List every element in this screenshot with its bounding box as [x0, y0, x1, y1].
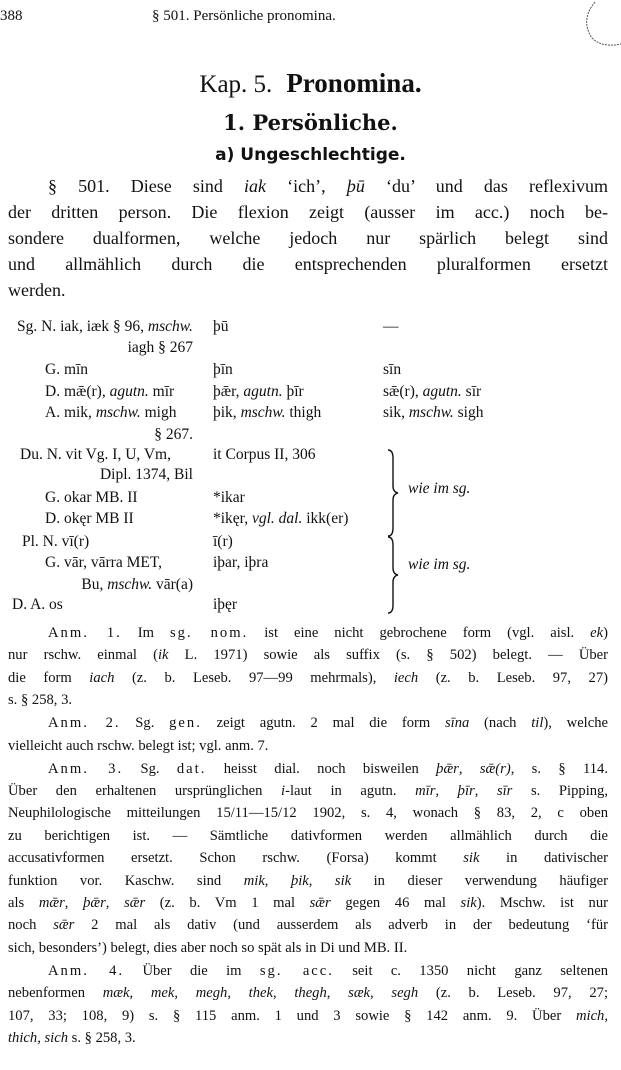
table-cell-form-1: [45, 404, 176, 422]
text-run: s. § 258, 3.: [8, 692, 73, 709]
text-run: migh: [140, 404, 177, 421]
annotation-line: [8, 873, 608, 897]
italic-word: ek: [590, 625, 604, 641]
text-run: werden.: [8, 280, 66, 300]
paragraph-line: [8, 176, 608, 200]
table-cell-form-2: [213, 383, 304, 401]
italic-word: i: [281, 783, 286, 799]
text-run: Bu,: [81, 576, 108, 593]
text-run: noch: [8, 917, 54, 934]
text-run: sondere dualformen, welche jedoch nur spärlich belegt sind: [8, 228, 608, 248]
text-run: ikk(er): [302, 510, 349, 527]
table-cell-continuation: [128, 339, 193, 357]
italic-word: sik: [463, 850, 480, 867]
text-run: nur rschw. einmal (: [8, 647, 158, 664]
italic-word: mik: [243, 872, 265, 889]
spaced-term: Anm. 2.: [48, 715, 121, 732]
italic-word: sǣr: [124, 895, 146, 911]
text-run: *ikar: [213, 489, 245, 506]
text-run: und allmählich durch die entsprechenden pluralformen ersetzt: [8, 254, 608, 274]
annotation-line: [8, 828, 608, 852]
text-run: ,: [129, 985, 151, 1002]
text-run: Im: [121, 625, 170, 641]
spaced-term: Anm. 1.: [48, 625, 122, 641]
table-cell-form-1: [45, 554, 162, 572]
text-run: D. A. os: [12, 596, 63, 613]
italic-word: mæk: [102, 985, 130, 1002]
text-run: 107, 33; 108, 9) s. § 115 anm. 1 und 3 sowie § 142 anm. 9. Über: [8, 1007, 576, 1024]
text-run: D. mǣ(r),: [45, 383, 110, 400]
text-run: ,: [326, 985, 349, 1002]
text-run: þik,: [213, 404, 241, 421]
italic-word: vgl. dal.: [251, 510, 303, 527]
table-cell-form-2: [213, 510, 348, 528]
section-heading: 1. Persönliche.: [223, 110, 398, 135]
text-run: in dieser verwendung häufiger: [351, 872, 608, 889]
text-run: iagh § 267: [127, 339, 193, 356]
text-run: ): [603, 625, 608, 641]
text-run: iþęr: [213, 596, 238, 613]
text-run: ,: [308, 872, 335, 889]
annotation-line: [8, 738, 608, 762]
table-cell-form-1: [12, 596, 63, 614]
text-run: gegen 46 mal: [330, 895, 461, 911]
table-cell-form-1: [45, 510, 134, 528]
text-run: vār(a): [152, 576, 193, 593]
table-cell-form-2: [213, 596, 237, 614]
brace-dual-icon: [384, 448, 404, 538]
text-run: (z. b. Leseb. 97, 27;: [418, 985, 608, 1002]
text-run: þǣr,: [213, 383, 244, 400]
text-run: ‘ich’,: [266, 176, 347, 196]
text-run: Dipl. 1374, Bil: [99, 466, 193, 483]
italic-word: thek: [248, 985, 273, 1002]
text-run: sich, besonders’) belegt, dies aber noch so spät als in Di und MB. II.: [8, 939, 408, 956]
page-number: 388: [0, 8, 23, 24]
italic-word: sǣ(r): [479, 760, 511, 777]
table-cell-form-2: [213, 318, 229, 336]
text-run: A. mik,: [45, 404, 96, 421]
italic-word: sik: [460, 895, 477, 911]
text-run: § 267.: [154, 426, 193, 443]
italic-word: mschw.: [408, 404, 454, 421]
table-cell-continuation: [154, 426, 193, 444]
text-run: die form: [8, 669, 90, 686]
table-cell-form-1: [45, 361, 88, 379]
text-run: funktion vor. Kaschw. sind: [8, 872, 244, 889]
text-run: Pl. N. vī(r): [22, 533, 90, 550]
italic-word: mek: [150, 985, 175, 1002]
text-run: sigh: [453, 404, 484, 421]
italic-word: iak: [244, 176, 267, 196]
italic-word: thich: [8, 1030, 38, 1046]
text-run: ,: [474, 783, 497, 799]
text-run: þīn: [213, 361, 233, 378]
chapter-title: Pronomina.: [286, 68, 422, 98]
italic-word: sik: [334, 872, 352, 889]
text-run: þū: [213, 318, 229, 335]
text-run: ,: [435, 783, 458, 799]
italic-word: þǣr: [436, 760, 459, 777]
annotation-line: [8, 783, 608, 807]
text-run: zu berichtigen ist. — Sämtliche dativformen werden allmählich durch die: [8, 827, 608, 844]
italic-word: sǣr: [309, 895, 331, 911]
annotation-line: [8, 1030, 608, 1054]
text-run: sǣ(r),: [383, 383, 423, 400]
italic-word: sǣr: [53, 917, 75, 934]
italic-word: iach: [89, 669, 115, 686]
italic-word: mschw.: [95, 404, 141, 421]
text-run: (z. b. Leseb. 97, 27): [418, 669, 608, 686]
table-cell-form-1: [17, 318, 193, 336]
italic-word: sich: [44, 1030, 68, 1046]
annotation-line: [8, 647, 608, 671]
text-run: ī(r): [213, 533, 233, 550]
table-cell-form-2: [213, 361, 233, 379]
table-cell-form-2: [213, 489, 245, 507]
brace-note-dual: wie im sg.: [408, 480, 471, 497]
running-title: § 501. Persönliche pronomina.: [152, 8, 336, 24]
paragraph-line: [8, 254, 608, 278]
table-cell-form-2: [213, 404, 321, 422]
text-run: nebenformen: [8, 985, 103, 1002]
chapter-heading: [0, 68, 621, 99]
text-run: (z. b. Leseb. 97—99 mehrmals),: [114, 669, 394, 686]
text-run: § 501. Diese sind: [48, 176, 245, 196]
annotation-line: [8, 1008, 608, 1032]
text-run: —: [383, 318, 399, 335]
text-run: zeigt agutn. 2 mal die form: [201, 715, 445, 732]
italic-word: iech: [393, 669, 419, 686]
text-run: ,: [105, 895, 125, 911]
text-run: Sg.: [120, 715, 170, 732]
spaced-term: Anm. 3.: [48, 760, 124, 777]
text-run: s. § 258, 3.: [68, 1030, 136, 1046]
paragraph-line: [8, 280, 608, 304]
spaced-term: gen.: [169, 715, 202, 732]
annotation-line: [8, 895, 608, 919]
text-run: als: [8, 895, 39, 911]
italic-word: agutn.: [109, 383, 149, 400]
text-run: Du. N. vit Vg. I, U, Vm,: [20, 446, 171, 463]
text-run: *ikęr,: [213, 510, 252, 527]
table-cell-continuation: [100, 466, 193, 484]
text-run: in dativischer: [479, 850, 608, 867]
italic-word: mschw.: [107, 576, 153, 593]
text-run: vielleicht auch rschw. belegt ist; vgl. anm. 7.: [8, 737, 269, 754]
italic-word: mīr: [415, 783, 436, 799]
text-run: mīr: [148, 383, 175, 400]
text-run: sīn: [383, 361, 402, 378]
annotation-line: [8, 985, 608, 1009]
italic-word: mschw.: [147, 318, 193, 335]
text-run: (z. b. Vm 1 mal: [145, 895, 310, 911]
text-run: G. vār, vārra MET,: [45, 554, 163, 571]
text-run: it Corpus II, 306: [213, 446, 316, 463]
italic-word: thegh: [294, 985, 327, 1002]
text-run: ,: [174, 985, 196, 1002]
text-run: G. okar MB. II: [45, 489, 138, 506]
text-run: G. mīn: [45, 361, 89, 378]
italic-word: megh: [195, 985, 228, 1002]
text-run: accusativformen ersetzt. Schon rschw. (Forsa) kommt: [8, 850, 464, 867]
text-run: þīr: [282, 383, 304, 400]
table-cell-reflexive: [383, 404, 483, 422]
text-run: thigh: [285, 404, 322, 421]
italic-word: agutn.: [422, 383, 462, 400]
brace-note-plural: wie im sg.: [408, 556, 471, 573]
scan-artifact-arc: [578, 0, 621, 50]
text-run: Sg. N. iak, iæk § 96,: [17, 318, 148, 335]
text-run: ,: [370, 985, 392, 1002]
italic-word: segh: [391, 985, 419, 1002]
spaced-term: sg. nom.: [170, 625, 249, 641]
text-run: ), welche: [543, 715, 608, 732]
text-run: iþar, iþra: [213, 554, 269, 571]
paragraph-line: [8, 228, 608, 252]
text-run: -laut in agutn.: [285, 783, 416, 799]
table-cell-form-1: [45, 383, 174, 401]
annotation-line: [8, 625, 608, 649]
annotation-line: [8, 670, 608, 694]
text-run: , s. § 114.: [510, 760, 608, 777]
annotation-line: [8, 692, 608, 716]
italic-word: sīr: [496, 783, 513, 799]
table-cell-form-2: [213, 533, 233, 551]
spaced-term: Anm. 4.: [48, 962, 125, 979]
subsection-heading: a) Ungeschlechtige.: [215, 145, 406, 165]
spaced-term: sg. acc.: [259, 962, 334, 979]
annotation-line: [8, 805, 608, 829]
text-run: ,: [64, 895, 84, 911]
text-run: Über den erhaltenen ursprünglichen: [8, 783, 282, 799]
text-run: ,: [458, 760, 480, 777]
annotation-line: [8, 917, 608, 941]
italic-word: sæk: [348, 985, 371, 1002]
table-cell-reflexive: [383, 318, 399, 336]
spaced-term: dat.: [176, 760, 207, 777]
table-cell-form-1: [20, 446, 171, 464]
text-run: D. okęr MB II: [45, 510, 134, 527]
italic-word: mǣr: [38, 895, 65, 911]
table-cell-continuation: [81, 576, 193, 594]
text-run: Neuphilologische mitteilungen 15/11—15/12 1902, s. 4, wonach § 83, 2, c oben: [8, 805, 608, 822]
brace-plural-icon: [384, 535, 404, 615]
italic-word: til: [531, 715, 544, 732]
italic-word: sīna: [444, 715, 470, 732]
table-cell-reflexive: [383, 361, 401, 379]
table-cell-form-2: [213, 446, 315, 464]
text-run: ,: [604, 1007, 608, 1024]
text-run: ). Mschw. ist nur: [476, 895, 608, 911]
annotation-line: [8, 850, 608, 874]
text-run: s. Pipping,: [512, 783, 608, 799]
text-run: ,: [264, 872, 291, 889]
italic-word: þǣr: [83, 895, 106, 911]
table-cell-form-1: [45, 489, 138, 507]
italic-word: þū: [346, 176, 365, 196]
text-run: (nach: [469, 715, 532, 732]
italic-word: þik: [290, 872, 309, 889]
text-run: sīr: [461, 383, 482, 400]
italic-word: ik: [158, 647, 169, 664]
annotation-line: [8, 761, 608, 785]
text-run: ,: [227, 985, 249, 1002]
table-cell-form-2: [213, 554, 268, 572]
paragraph-line: [8, 202, 608, 226]
text-run: der dritten person. Die flexion zeigt (ausser im acc.) noch be-: [8, 202, 608, 222]
text-run: Über die im: [124, 962, 260, 979]
italic-word: mschw.: [240, 404, 286, 421]
annotation-line: [8, 715, 608, 739]
table-cell-reflexive: [383, 383, 481, 401]
chapter-label: Kap. 5.: [199, 71, 273, 98]
italic-word: mich: [575, 1007, 605, 1024]
text-run: ,: [272, 985, 295, 1002]
italic-word: agutn.: [243, 383, 283, 400]
text-run: seit c. 1350 nicht ganz seltenen: [333, 962, 608, 979]
annotation-line: [8, 940, 608, 964]
text-run: sik,: [383, 404, 409, 421]
text-run: heisst dial. noch bisweilen: [206, 760, 437, 777]
table-cell-form-1: [22, 533, 89, 551]
text-run: Sg.: [123, 760, 177, 777]
annotation-line: [8, 963, 608, 987]
italic-word: þīr: [457, 783, 475, 799]
text-run: ist eine nicht gebrochene form (vgl. aisl.: [248, 625, 591, 641]
text-run: 2 mal als dativ (und ausserdem als adverb in der bedeutung ‘für: [74, 917, 608, 934]
text-run: ,: [37, 1030, 45, 1046]
text-run: ‘du’ und das reflexivum: [364, 176, 608, 196]
text-run: L. 1971) sowie als suffix (s. § 502) belegt. — Über: [168, 647, 608, 664]
